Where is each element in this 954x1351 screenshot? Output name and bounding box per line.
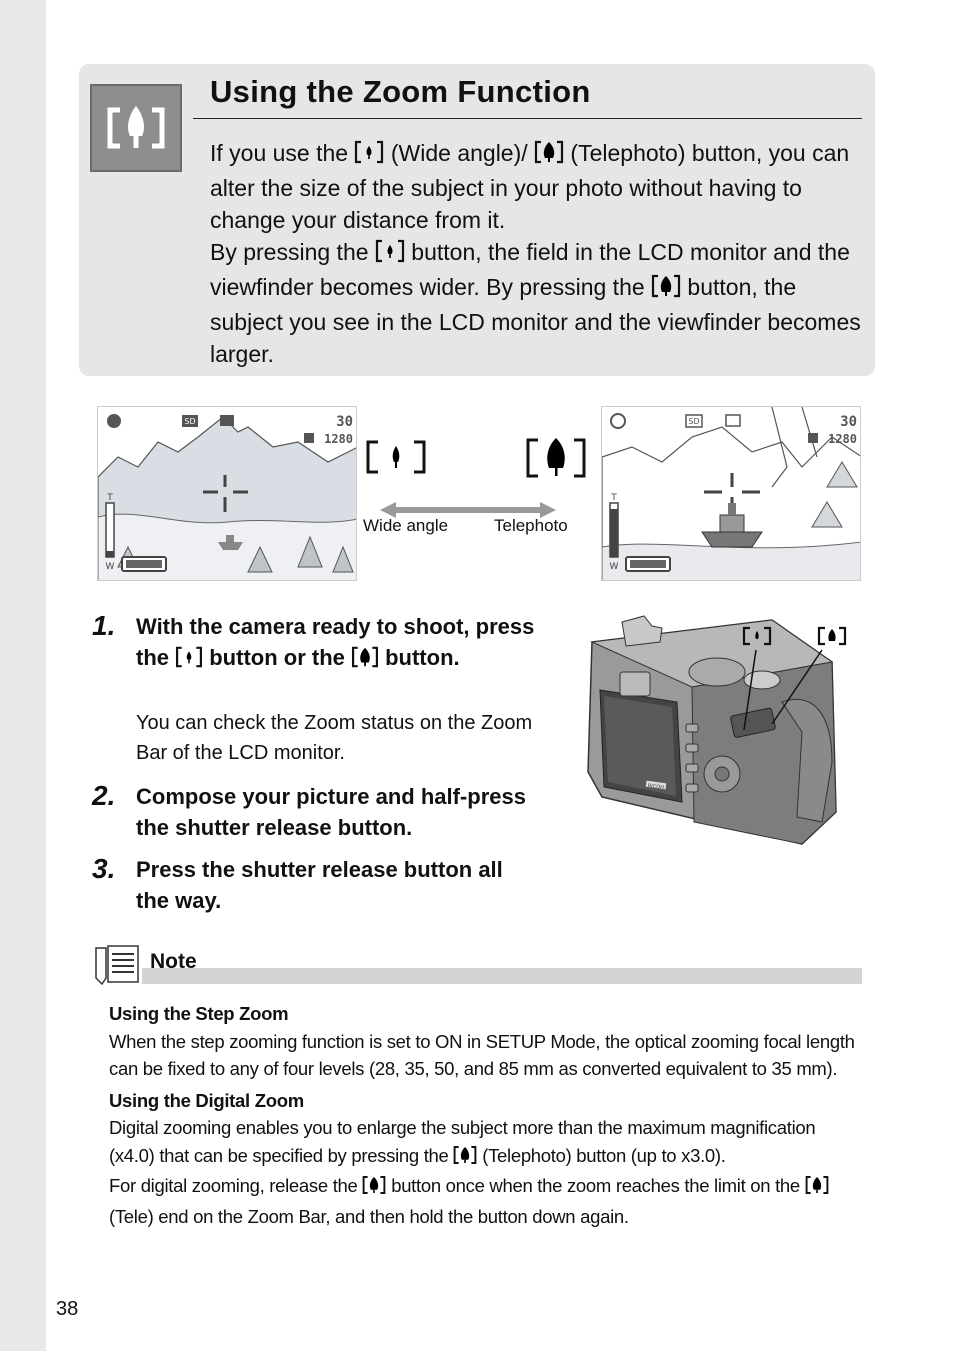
card-indicator: SD — [688, 417, 700, 426]
image-size: 1280 — [828, 432, 857, 446]
telephoto-icon — [534, 140, 564, 172]
image-size: 1280 — [324, 432, 353, 446]
step-2-number: 2. — [92, 780, 116, 811]
telephoto-icon — [351, 645, 379, 676]
zoom-bar — [106, 503, 114, 557]
note-bar — [142, 968, 862, 984]
note-icon — [92, 944, 146, 991]
note-digital-zoom-text-1: Digital zooming enables you to enlarge the subject more than the maximum magnification (x4.0) that can be specified by pressing the (Telephoto) button (up to x3.0). — [109, 1114, 861, 1172]
intro-text — [210, 137, 865, 370]
note-header — [92, 944, 862, 988]
telephoto-icon — [819, 628, 845, 644]
shots-remaining: 30 — [336, 414, 353, 430]
wide-angle-icon — [368, 442, 424, 472]
lcd-wide-angle-view — [97, 406, 357, 581]
wide-angle-label: Wide angle — [363, 516, 449, 535]
step-3-number: 3. — [92, 853, 116, 884]
telephoto-icon — [453, 1145, 477, 1173]
note-digital-zoom-text-2: For digital zooming, release the button once when the zoom reaches the limit on the (Tele) end on the Zoom Bar, and then hold the button down again. — [109, 1172, 861, 1230]
page-title: Using the Zoom Function — [210, 74, 591, 109]
telephoto-icon — [805, 1175, 829, 1203]
note-step-zoom-text: When the step zooming function is set to ON in SETUP Mode, the optical zooming focal length can be fixed to any of four levels (28, 35, 50, and 85 mm as converted equivalent to 35 mm). — [109, 1030, 855, 1079]
wide-angle-icon — [175, 645, 203, 676]
zoom-bar-tele-label: T — [611, 493, 617, 503]
camera-brand: RICOH — [647, 782, 665, 792]
telephoto-icon — [528, 438, 584, 476]
telephoto-icon — [651, 274, 681, 306]
note-step-zoom-heading: Using the Step Zoom — [109, 1003, 289, 1024]
zoom-bar-wide-label: W — [105, 562, 115, 572]
step-1-title: With the camera ready to shoot, press the button or the button. — [136, 611, 556, 676]
wide-angle-icon — [375, 239, 405, 271]
telephoto-icon — [362, 1175, 386, 1203]
step-2-title: Compose your picture and half-press the shutter release button. — [136, 784, 526, 840]
step-3-title: Press the shutter release button all the way. — [136, 857, 503, 913]
note-label: Note — [150, 950, 197, 973]
camera-illustration — [582, 612, 848, 848]
wide-angle-icon — [354, 140, 384, 172]
zoom-section-icon — [90, 84, 182, 172]
page-margin-bar — [0, 0, 46, 1351]
telephoto-label: Telephoto — [494, 516, 568, 535]
step-1-number: 1. — [92, 610, 116, 641]
page-number: 38 — [56, 1298, 79, 1320]
zoom-bar-tele-label: T — [107, 493, 113, 503]
step-1-note: You can check the Zoom status on the Zoom Bar of the LCD monitor. — [136, 712, 533, 764]
note-digital-zoom-heading: Using the Digital Zoom — [109, 1089, 304, 1111]
lcd-telephoto-view — [601, 406, 861, 581]
card-indicator: SD — [184, 417, 196, 426]
note-body — [109, 996, 861, 1230]
intro-paragraph-1: If you use the (Wide angle)/ (Telephoto) button, you can alter the size of the subject in your photo without having to change your distance from it. — [210, 140, 850, 233]
intro-paragraph-2: By pressing the button, the field in the LCD monitor and the viewfinder becomes wider. By pressing the button, the subject you see in the LCD monitor and the viewfinder becomes larger. — [210, 239, 861, 367]
title-underline — [193, 118, 862, 119]
zoom-bar-wide-label: W — [609, 562, 619, 572]
shots-remaining: 30 — [840, 414, 857, 430]
